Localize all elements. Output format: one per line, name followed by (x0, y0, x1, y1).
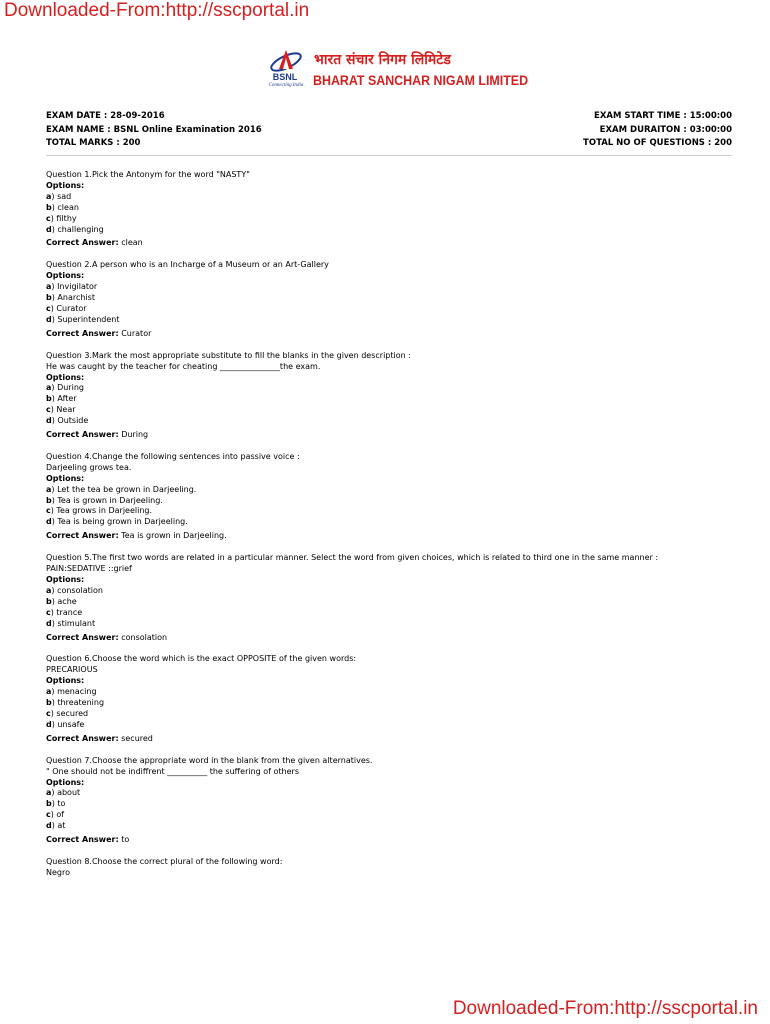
option-text: ) challenging (51, 224, 104, 234)
option-letter: d (46, 517, 52, 527)
option-item (46, 698, 732, 709)
option-letter: c (46, 607, 51, 617)
correct-answer-value: Curator (121, 328, 152, 338)
correct-answer-label: Correct Answer: (46, 328, 119, 338)
option-item (46, 214, 732, 225)
options-label: Options: (46, 676, 85, 686)
option-text: ) to (51, 799, 66, 809)
question-block (46, 170, 732, 249)
logo-text: BSNL (272, 72, 298, 82)
option-letter: a (46, 191, 52, 201)
option-letter: a (46, 484, 52, 494)
option-letter: b (46, 293, 52, 303)
option-letter: d (46, 224, 52, 234)
question-line: PAIN:SEDATIVE ::grief (46, 564, 132, 574)
logo-tagline: Connecting India (268, 83, 304, 88)
question-line: He was caught by the teacher for cheating _______________the exam. (46, 361, 321, 371)
company-name-english: BHARAT SANCHAR NIGAM LIMITED (313, 73, 529, 88)
bsnl-logo (266, 48, 529, 96)
question-line: Question 6.Choose the word which is the exact OPPOSITE of the given words: (46, 654, 357, 664)
option-text: ) of (50, 810, 65, 820)
option-item (46, 416, 732, 427)
exam-start-time: EXAM START TIME : 15:00:00 (594, 111, 732, 121)
option-item (46, 304, 732, 315)
option-text: ) Curator (50, 303, 87, 313)
option-letter: b (46, 799, 52, 809)
option-text: ) After (51, 394, 77, 404)
option-text: ) trance (50, 607, 83, 617)
option-letter: b (46, 202, 52, 212)
question-text (46, 553, 732, 575)
option-letter: c (46, 506, 51, 516)
option-item (46, 810, 732, 821)
option-text: ) filthy (50, 213, 77, 223)
question-list (46, 170, 732, 890)
correct-answer (46, 430, 732, 441)
option-letter: c (46, 810, 51, 820)
option-letter: a (46, 282, 52, 292)
options-label: Options: (46, 372, 85, 382)
question-line: PRECARIOUS (46, 665, 98, 675)
options-label: Options: (46, 575, 85, 584)
question-text (46, 170, 732, 181)
exam-name: EXAM NAME : BSNL Online Examination 2016 (46, 124, 262, 135)
question-line: Darjeeling grows tea. (46, 462, 132, 472)
option-letter: d (46, 821, 52, 831)
correct-answer-value: Tea is grown in Darjeeling. (121, 531, 227, 541)
correct-answer-label: Correct Answer: (46, 430, 119, 440)
option-item (46, 619, 732, 630)
option-item (46, 405, 732, 416)
option-item (46, 608, 732, 619)
question-line: Negro (46, 867, 70, 877)
option-item (46, 687, 732, 698)
question-line: Question 8.Choose the correct plural of the following word: (46, 856, 283, 866)
correct-answer (46, 329, 732, 340)
option-item (46, 517, 732, 528)
option-letter: a (46, 788, 52, 798)
option-letter: b (46, 698, 52, 708)
total-questions: TOTAL NO OF QUESTIONS : 200 (583, 138, 732, 148)
option-letter: d (46, 314, 52, 324)
option-text: ) stimulant (51, 618, 96, 628)
question-text (46, 260, 732, 271)
question-text (46, 654, 732, 676)
correct-answer-label: Correct Answer: (46, 733, 119, 743)
option-letter: a (46, 383, 52, 393)
option-item (46, 788, 732, 799)
exam-duration: EXAM DURAITON : 03:00:00 (599, 124, 732, 135)
header-divider (46, 155, 732, 156)
option-item (46, 799, 732, 810)
option-letter: c (46, 708, 51, 718)
option-letter: d (46, 618, 52, 628)
option-text: ) about (51, 788, 81, 798)
option-text: ) Invigilator (51, 282, 98, 292)
options-label: Options: (46, 777, 85, 787)
option-text: ) clean (51, 202, 79, 212)
option-text: ) During (51, 383, 84, 393)
correct-answer (46, 238, 732, 249)
correct-answer-label: Correct Answer: (46, 632, 119, 642)
option-letter: a (46, 687, 52, 697)
question-block (46, 260, 732, 339)
correct-answer-label: Correct Answer: (46, 835, 119, 845)
option-letter: d (46, 719, 52, 729)
correct-answer-label: Correct Answer: (46, 531, 119, 541)
option-text: ) Anarchist (51, 293, 95, 303)
option-item (46, 586, 732, 597)
question-block (46, 654, 732, 744)
question-text (46, 857, 732, 879)
option-text: ) Superintendent (51, 314, 120, 324)
option-item (46, 315, 732, 326)
question-text (46, 351, 732, 373)
option-text: ) sad (51, 191, 72, 201)
correct-answer (46, 835, 732, 846)
option-letter: b (46, 394, 52, 404)
correct-answer-value: consolation (121, 632, 168, 642)
option-text: ) menacing (51, 687, 97, 697)
option-text: ) Tea grows in Darjeeling. (50, 506, 153, 516)
option-item (46, 383, 732, 394)
correct-answer-value: secured (121, 733, 153, 743)
option-text: ) ache (51, 596, 77, 606)
correct-answer-label: Correct Answer: (46, 238, 119, 248)
option-text: ) at (51, 821, 66, 831)
option-item (46, 485, 732, 496)
question-line: Question 4.Change the following sentences into passive voice : (46, 451, 300, 461)
bsnl-emblem-icon (266, 48, 306, 74)
question-line: Question 2.A person who is an Incharge of a Museum or an Art-Gallery (46, 260, 329, 270)
question-text (46, 756, 732, 778)
exam-info-left (46, 110, 262, 151)
correct-answer-value: to (121, 835, 130, 845)
watermark-top[interactable]: Downloaded-From:http://sscportal.in (4, 0, 310, 21)
exam-date: EXAM DATE : 28-09-2016 (46, 111, 165, 121)
option-text: ) Let the tea be grown in Darjeeling. (51, 484, 197, 494)
options-label: Options: (46, 271, 85, 281)
option-letter: c (46, 213, 51, 223)
watermark-bottom[interactable]: Downloaded-From:http://sscportal.in (452, 998, 758, 1019)
question-line: Question 5.The first two words are related in a particular manner. Select the word from given choices, which is related to third one in the same manner : (46, 553, 659, 563)
question-line: Question 7.Choose the appropriate word in the blank from the given alternatives. (46, 755, 373, 765)
option-letter: c (46, 405, 51, 415)
option-item (46, 821, 732, 832)
option-item (46, 709, 732, 720)
option-letter: c (46, 303, 51, 313)
option-item (46, 597, 732, 608)
question-text (46, 452, 732, 474)
option-text: ) threatening (51, 698, 105, 708)
option-item (46, 394, 732, 405)
option-item (46, 720, 732, 731)
option-text: ) unsafe (51, 719, 85, 729)
correct-answer (46, 633, 732, 644)
options-label: Options: (46, 180, 85, 190)
question-block (46, 857, 732, 879)
option-item (46, 282, 732, 293)
company-name-hindi: भारत संचार निगम लिमिटेड (314, 52, 451, 68)
question-line: " One should not be indiffrent __________ the suffering of others (46, 766, 300, 776)
question-block (46, 351, 732, 441)
option-letter: b (46, 495, 52, 505)
question-block (46, 756, 732, 846)
option-item (46, 496, 732, 507)
question-line: Question 1.Pick the Antonym for the word "NASTY" (46, 170, 250, 179)
options-label: Options: (46, 473, 85, 483)
question-line: Question 3.Mark the most appropriate substitute to fill the blanks in the given description : (46, 350, 411, 360)
correct-answer (46, 531, 732, 542)
exam-info-right (583, 110, 732, 151)
option-item (46, 203, 732, 214)
option-item (46, 225, 732, 236)
question-block (46, 553, 732, 643)
option-item (46, 506, 732, 517)
option-text: ) Near (50, 405, 76, 415)
option-letter: d (46, 416, 52, 426)
total-marks: TOTAL MARKS : 200 (46, 138, 141, 148)
option-letter: b (46, 596, 52, 606)
option-text: ) Tea is being grown in Darjeeling. (51, 517, 188, 527)
option-item (46, 293, 732, 304)
question-block (46, 452, 732, 542)
option-text: ) Outside (51, 416, 89, 426)
correct-answer-value: During (121, 430, 149, 440)
option-text: ) secured (50, 708, 89, 718)
option-text: ) Tea is grown in Darjeeling. (51, 495, 163, 505)
correct-answer-value: clean (121, 238, 143, 248)
option-letter: a (46, 585, 52, 595)
correct-answer (46, 734, 732, 745)
option-text: ) consolation (51, 585, 103, 595)
option-item (46, 192, 732, 203)
